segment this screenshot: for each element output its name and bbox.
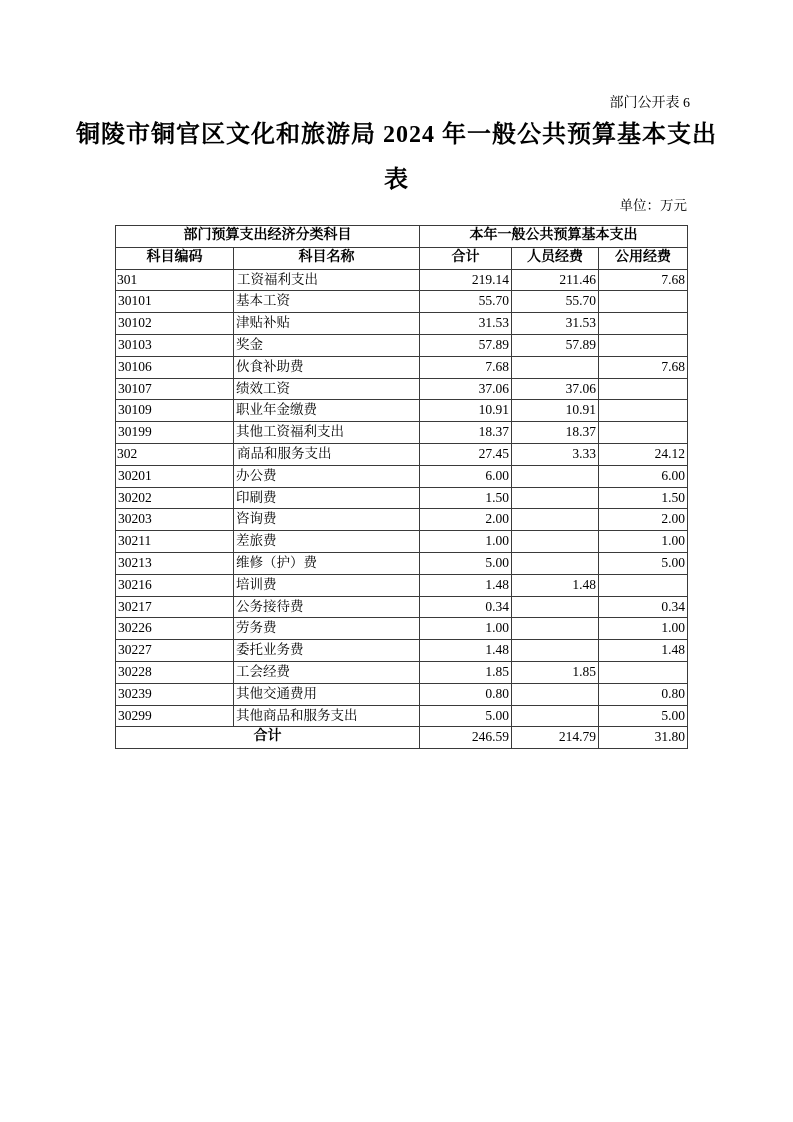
subject-code-cell: 30106	[116, 356, 234, 378]
personnel-value-cell: 1.85	[512, 661, 599, 683]
page-title-line1: 铜陵市铜官区文化和旅游局 2024 年一般公共预算基本支出	[76, 122, 717, 148]
subject-name-cell: 劳务费	[234, 618, 420, 640]
public-value-cell	[599, 574, 688, 596]
public-value-cell: 24.12	[599, 443, 688, 465]
subject-name-cell: 咨询费	[234, 509, 420, 531]
public-value-cell: 5.00	[599, 705, 688, 727]
public-value-cell: 1.50	[599, 487, 688, 509]
subject-name-cell: 绩效工资	[234, 378, 420, 400]
subject-name-cell: 工资福利支出	[234, 269, 420, 291]
header-group-classification: 部门预算支出经济分类科目	[116, 226, 420, 248]
table-row	[116, 378, 688, 400]
subject-code-cell: 30239	[116, 683, 234, 705]
total-value-cell: 55.70	[420, 291, 512, 313]
personnel-value-cell	[512, 465, 599, 487]
unit-label: 单位：万元	[619, 198, 687, 213]
public-value-cell: 6.00	[599, 465, 688, 487]
public-value-cell: 0.80	[599, 683, 688, 705]
table-row	[116, 465, 688, 487]
table-row	[116, 596, 688, 618]
column-header-total: 合计	[420, 247, 512, 269]
subject-name-cell: 公务接待费	[234, 596, 420, 618]
public-value-cell: 1.00	[599, 618, 688, 640]
total-value-cell: 1.48	[420, 640, 512, 662]
subject-code-cell: 30216	[116, 574, 234, 596]
public-value-cell: 1.48	[599, 640, 688, 662]
public-value-cell: 7.68	[599, 356, 688, 378]
subject-code-cell: 30228	[116, 661, 234, 683]
table-footer	[116, 727, 688, 749]
subject-name-cell: 委托业务费	[234, 640, 420, 662]
table-row	[116, 400, 688, 422]
subject-name-cell: 办公费	[234, 465, 420, 487]
total-value-cell: 0.34	[420, 596, 512, 618]
total-row-personnel-value: 214.79	[512, 727, 599, 749]
page-title	[0, 113, 793, 203]
personnel-value-cell: 57.89	[512, 334, 599, 356]
total-value-cell: 37.06	[420, 378, 512, 400]
table-row	[116, 443, 688, 465]
total-value-cell: 7.68	[420, 356, 512, 378]
personnel-value-cell: 10.91	[512, 400, 599, 422]
subject-code-cell: 301	[116, 269, 234, 291]
header-group-row	[116, 226, 688, 248]
personnel-value-cell	[512, 552, 599, 574]
subject-code-cell: 30202	[116, 487, 234, 509]
header-group-budget: 本年一般公共预算基本支出	[420, 226, 688, 248]
total-value-cell: 31.53	[420, 313, 512, 335]
subject-code-cell: 30211	[116, 531, 234, 553]
total-row-public-value: 31.80	[599, 727, 688, 749]
total-row-label: 合计	[116, 727, 420, 749]
subject-name-cell: 其他工资福利支出	[234, 422, 420, 444]
table-row	[116, 313, 688, 335]
total-value-cell: 10.91	[420, 400, 512, 422]
subject-name-cell: 基本工资	[234, 291, 420, 313]
public-value-cell: 1.00	[599, 531, 688, 553]
table-row	[116, 552, 688, 574]
total-value-cell: 1.00	[420, 531, 512, 553]
table-header	[116, 226, 688, 270]
total-value-cell: 6.00	[420, 465, 512, 487]
public-value-cell	[599, 313, 688, 335]
personnel-value-cell	[512, 487, 599, 509]
public-value-cell: 2.00	[599, 509, 688, 531]
subject-name-cell: 工会经费	[234, 661, 420, 683]
subject-code-cell: 30203	[116, 509, 234, 531]
public-value-cell	[599, 378, 688, 400]
personnel-value-cell: 1.48	[512, 574, 599, 596]
total-value-cell: 1.00	[420, 618, 512, 640]
personnel-value-cell: 18.37	[512, 422, 599, 444]
total-value-cell: 27.45	[420, 443, 512, 465]
personnel-value-cell	[512, 683, 599, 705]
total-value-cell: 1.48	[420, 574, 512, 596]
subject-name-cell: 职业年金缴费	[234, 400, 420, 422]
total-value-cell: 0.80	[420, 683, 512, 705]
table-row	[116, 291, 688, 313]
public-value-cell	[599, 400, 688, 422]
table-row	[116, 661, 688, 683]
personnel-value-cell	[512, 640, 599, 662]
table-row	[116, 422, 688, 444]
subject-code-cell: 30227	[116, 640, 234, 662]
subject-code-cell: 30226	[116, 618, 234, 640]
public-value-cell	[599, 422, 688, 444]
public-value-cell: 5.00	[599, 552, 688, 574]
table-row	[116, 531, 688, 553]
public-value-cell: 7.68	[599, 269, 688, 291]
public-value-cell	[599, 334, 688, 356]
subject-code-cell: 30109	[116, 400, 234, 422]
column-header-personnel: 人员经费	[512, 247, 599, 269]
subject-code-cell: 30217	[116, 596, 234, 618]
subject-name-cell: 培训费	[234, 574, 420, 596]
table-row	[116, 334, 688, 356]
public-value-cell	[599, 661, 688, 683]
table-row	[116, 705, 688, 727]
table-row	[116, 509, 688, 531]
subject-name-cell: 商品和服务支出	[234, 443, 420, 465]
total-value-cell: 1.85	[420, 661, 512, 683]
personnel-value-cell	[512, 531, 599, 553]
subject-code-cell: 30103	[116, 334, 234, 356]
table-body	[116, 269, 688, 727]
doc-sheet-label: 部门公开表 6	[609, 96, 690, 111]
personnel-value-cell	[512, 509, 599, 531]
total-row	[116, 727, 688, 749]
subject-code-cell: 30199	[116, 422, 234, 444]
subject-name-cell: 其他商品和服务支出	[234, 705, 420, 727]
total-row-total-value: 246.59	[420, 727, 512, 749]
subject-name-cell: 奖金	[234, 334, 420, 356]
personnel-value-cell	[512, 596, 599, 618]
column-header-subject-name: 科目名称	[234, 247, 420, 269]
personnel-value-cell	[512, 618, 599, 640]
total-value-cell: 1.50	[420, 487, 512, 509]
total-value-cell: 5.00	[420, 552, 512, 574]
table-row	[116, 487, 688, 509]
page-title-line2: 表	[384, 167, 409, 193]
subject-code-cell: 30102	[116, 313, 234, 335]
personnel-value-cell: 211.46	[512, 269, 599, 291]
subject-name-cell: 津贴补贴	[234, 313, 420, 335]
table-row	[116, 269, 688, 291]
subject-name-cell: 其他交通费用	[234, 683, 420, 705]
table-row	[116, 640, 688, 662]
personnel-value-cell	[512, 356, 599, 378]
personnel-value-cell: 55.70	[512, 291, 599, 313]
header-columns-row	[116, 247, 688, 269]
column-header-public: 公用经费	[599, 247, 688, 269]
total-value-cell: 219.14	[420, 269, 512, 291]
total-value-cell: 2.00	[420, 509, 512, 531]
personnel-value-cell: 37.06	[512, 378, 599, 400]
personnel-value-cell: 3.33	[512, 443, 599, 465]
subject-code-cell: 30201	[116, 465, 234, 487]
table-row	[116, 618, 688, 640]
table-row	[116, 683, 688, 705]
subject-name-cell: 差旅费	[234, 531, 420, 553]
subject-code-cell: 30101	[116, 291, 234, 313]
total-value-cell: 57.89	[420, 334, 512, 356]
column-header-subject-code: 科目编码	[116, 247, 234, 269]
public-value-cell: 0.34	[599, 596, 688, 618]
personnel-value-cell: 31.53	[512, 313, 599, 335]
total-value-cell: 18.37	[420, 422, 512, 444]
personnel-value-cell	[512, 705, 599, 727]
budget-table	[115, 225, 688, 749]
subject-code-cell: 30107	[116, 378, 234, 400]
subject-code-cell: 302	[116, 443, 234, 465]
subject-code-cell: 30299	[116, 705, 234, 727]
subject-code-cell: 30213	[116, 552, 234, 574]
table-row	[116, 574, 688, 596]
subject-name-cell: 伙食补助费	[234, 356, 420, 378]
public-value-cell	[599, 291, 688, 313]
subject-name-cell: 维修（护）费	[234, 552, 420, 574]
table-row	[116, 356, 688, 378]
total-value-cell: 5.00	[420, 705, 512, 727]
subject-name-cell: 印刷费	[234, 487, 420, 509]
